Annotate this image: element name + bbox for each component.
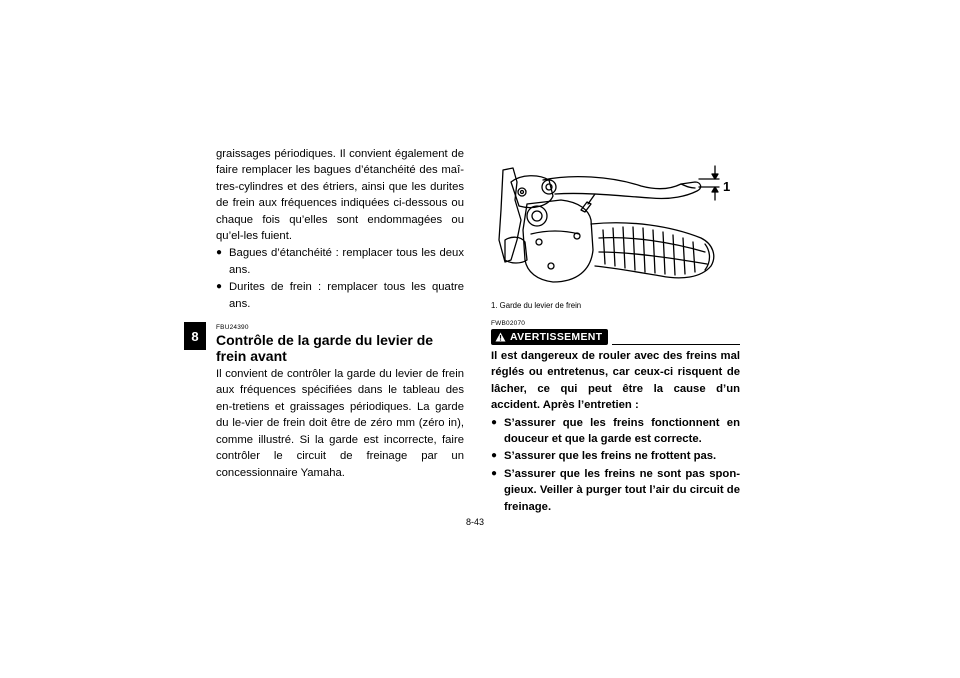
section-paragraph: Il convient de contrôler la garde du levier de frein aux fréquences spécifiées dans le tableau des en-tretiens et graissages périodiques. La garde du le-vier de frein doit être de zéro mm (zéro in), comme illustré. Si la garde est incorrecte, faire contrôler le circuit de freinage par un concessionnaire Yamaha.	[216, 368, 464, 479]
list-item-text: S’assurer que les freins fonctionnent en douceur et que la garde est correcte.	[504, 416, 740, 446]
figure-caption: 1. Garde du levier de frein	[491, 301, 582, 310]
warning-label: AVERTISSEMENT	[510, 330, 603, 343]
warning-triangle-icon	[495, 332, 506, 342]
left-column	[216, 146, 464, 481]
right-column	[491, 160, 740, 515]
list-item	[216, 279, 464, 312]
bullet-icon: ●	[491, 416, 498, 428]
warning-rule	[612, 344, 740, 345]
list-item-text: Bagues d’étanchéité : remplacer tous les deux ans.	[229, 247, 464, 276]
list-item	[491, 466, 740, 515]
figure-callout: 1	[723, 179, 731, 194]
list-item-text: S’assurer que les freins ne frottent pas.	[504, 450, 717, 463]
section-title: Contrôle de la garde du levier de frein avant	[216, 332, 434, 365]
list-item-text: S’assurer que les freins ne sont pas spon-gieux. Veiller à purger tout l’air du circuit de freinage.	[504, 467, 740, 513]
warning-paragraph: Il est dangereux de rouler avec des freins mal réglés ou entretenus, car ceux-ci risquent de lâcher, ce qui peut être la cause d’un accident. Après l’entretien :	[491, 350, 740, 412]
list-item	[216, 245, 464, 278]
bullet-icon: ●	[491, 450, 498, 462]
warning-body	[491, 348, 740, 515]
intro-paragraph: graissages périodiques. Il convient également de faire remplacer les bagues d’étanchéité des maî-tres-cylindres et des étriers, ainsi que les durites de frein aux fréquences indiquées ci-dessous ou chaque fois qu’elles sont endommagées ou qu’el-les fuient.	[216, 148, 464, 243]
list-item	[491, 448, 740, 464]
warning-badge	[491, 329, 608, 345]
chapter-tab: 8	[184, 322, 206, 350]
list-item	[491, 415, 740, 448]
brake-lever-figure	[491, 160, 740, 300]
list-item-text: Durites de frein : remplacer tous les quatre ans.	[229, 281, 464, 310]
warning-code: FWB02070	[491, 320, 526, 327]
bullet-icon: ●	[216, 281, 223, 293]
bullet-icon: ●	[216, 247, 223, 259]
section-code: FBU24390	[216, 324, 249, 332]
page-number: 8-43	[466, 517, 485, 527]
warning-header	[491, 329, 740, 345]
bullet-icon: ●	[491, 467, 498, 479]
brake-lever-illustration	[491, 160, 740, 300]
